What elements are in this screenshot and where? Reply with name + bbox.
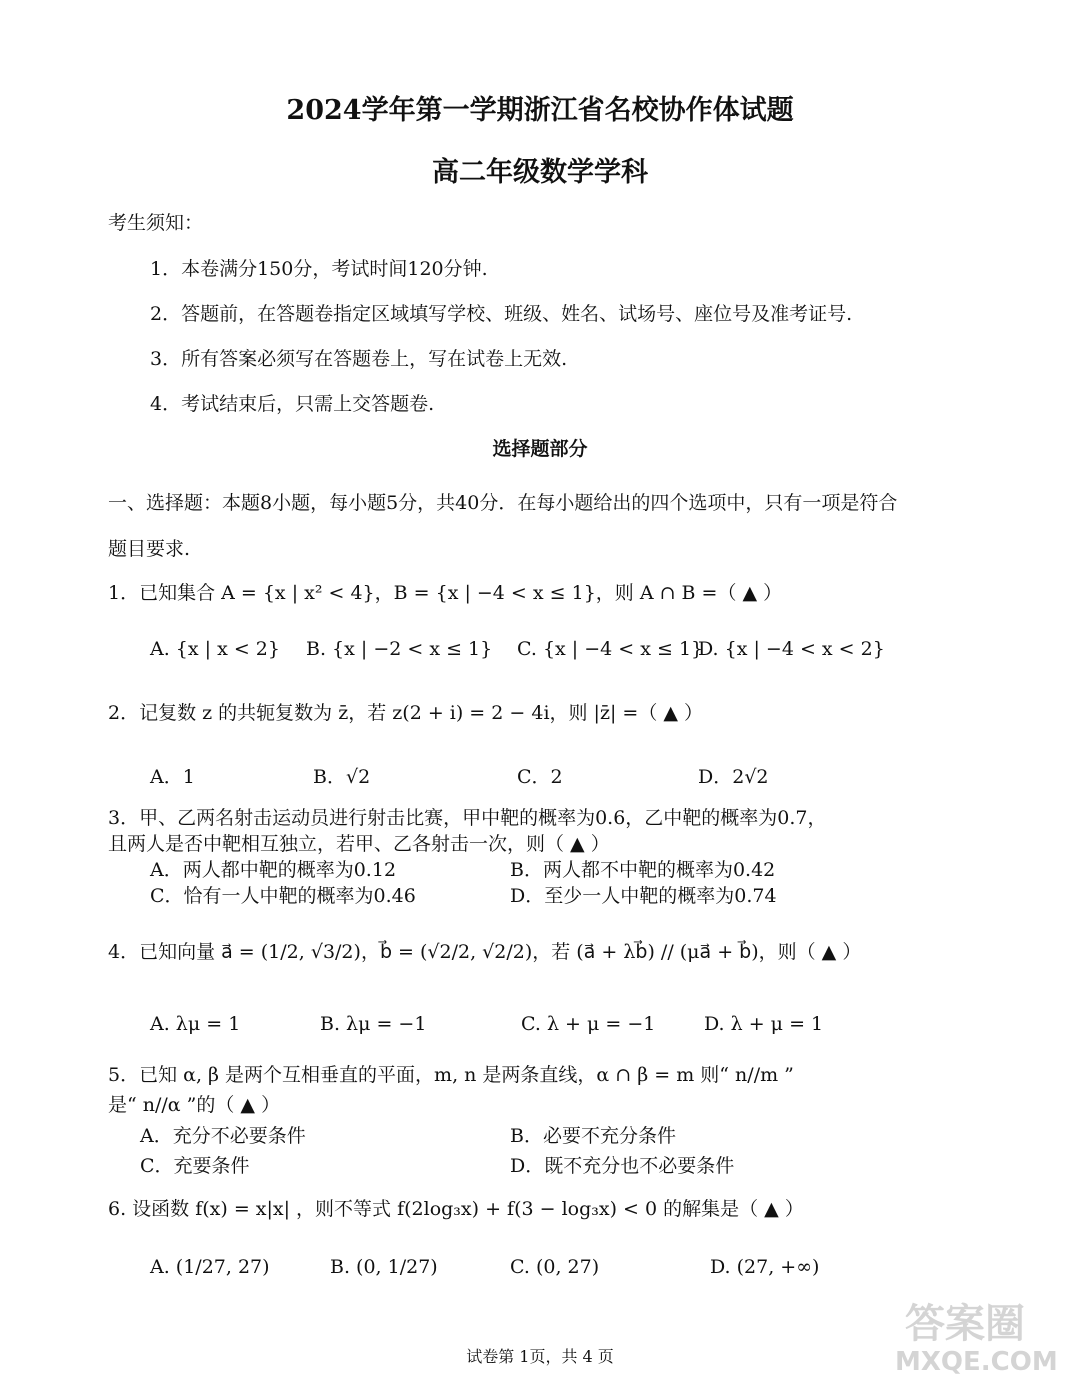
notice-item: 2．答题前，在答题卷指定区域填写学校、班级、姓名、试场号、座位号及准考证号. [150,303,853,325]
option-c: C. (0, 27) [510,1256,600,1278]
option-d: D．既不充分也不必要条件 [510,1155,735,1177]
question-stem: 6. 设函数 f(x) = x|x| ，则不等式 f(2log₃x) + f(3 − log₃x) < 0 的解集是（ ▲ ） [108,1198,804,1220]
option-b: B. (0, 1/27) [330,1256,438,1278]
notice-heading: 考生须知： [108,212,204,234]
exam-subtitle: 高二年级数学学科 [432,157,648,188]
notice-item: 3．所有答案必须写在答题卷上，写在试卷上无效. [150,348,568,370]
question-stem: 且两人是否中靶相互独立，若甲、乙各射击一次，则（ ▲ ） [108,833,610,855]
option-d: D. (27, +∞) [710,1256,820,1278]
option-c: C．充要条件 [140,1155,250,1177]
option-c: C. λ + μ = −1 [521,1013,656,1035]
notice-item: 1．本卷满分150分，考试时间120分钟. [150,258,488,280]
question-stem: 5．已知 α, β 是两个互相垂直的平面，m, n 是两条直线，α ∩ β = m 则“ n//m ” [108,1064,794,1086]
option-b: B. {x | −2 < x ≤ 1} [306,638,493,660]
option-b: B．必要不充分条件 [510,1125,676,1147]
option-c: C．2 [517,766,563,788]
option-d: D. {x | −4 < x < 2} [698,638,885,660]
option-b: B. λμ = −1 [320,1013,427,1035]
section-heading: 选择题部分 [492,438,588,460]
question-stem: 4．已知向量 a⃗ = (1/2, √3/2)，b⃗ = (√2/2, √2/2)，若 (a⃗ + λb⃗) // (μa⃗ + b⃗)，则（ ▲ ） [108,941,862,963]
option-c: C．恰有一人中靶的概率为0.46 [150,885,416,907]
question-stem: 3．甲、乙两名射击运动员进行射击比赛，甲中靶的概率为0.6，乙中靶的概率为0.7， [108,807,827,829]
option-d: D. λ + μ = 1 [704,1013,824,1035]
exam-title: 2024学年第一学期浙江省名校协作体试题 [286,95,794,126]
option-a: A．两人都中靶的概率为0.12 [150,859,397,881]
option-c: C. {x | −4 < x ≤ 1} [517,638,704,660]
option-a: A. (1/27, 27) [150,1256,270,1278]
question-stem: 2．记复数 z 的共轭复数为 z̄，若 z(2 + i) = 2 − 4i，则 |z̄| =（ ▲ ） [108,702,704,724]
question-stem: 1．已知集合 A = {x | x² < 4}，B = {x | −4 < x ≤ 1}，则 A ∩ B =（ ▲ ） [108,582,783,604]
question-stem: 是“ n//α ”的（ ▲ ） [108,1094,281,1116]
option-a: A. λμ = 1 [150,1013,241,1035]
option-b: B．√2 [313,766,371,788]
option-a: A．充分不必要条件 [140,1125,306,1147]
notice-item: 4．考试结束后，只需上交答题卷. [150,393,435,415]
option-a: A．1 [150,766,195,788]
page-footer: 试卷第 1页，共 4 页 [466,1347,614,1366]
option-d: D．2√2 [698,766,769,788]
option-a: A. {x | x < 2} [150,638,280,660]
watermark: MXQE.COM [895,1347,1058,1377]
option-d: D．至少一人中靶的概率为0.74 [510,885,777,907]
instructions-line: 一、选择题：本题8小题，每小题5分，共40分．在每小题给出的四个选项中，只有一项是符合 [108,492,898,514]
instructions-line: 题目要求. [108,538,191,560]
watermark: 答案圈 [905,1301,1025,1347]
option-b: B．两人都不中靶的概率为0.42 [510,859,776,881]
